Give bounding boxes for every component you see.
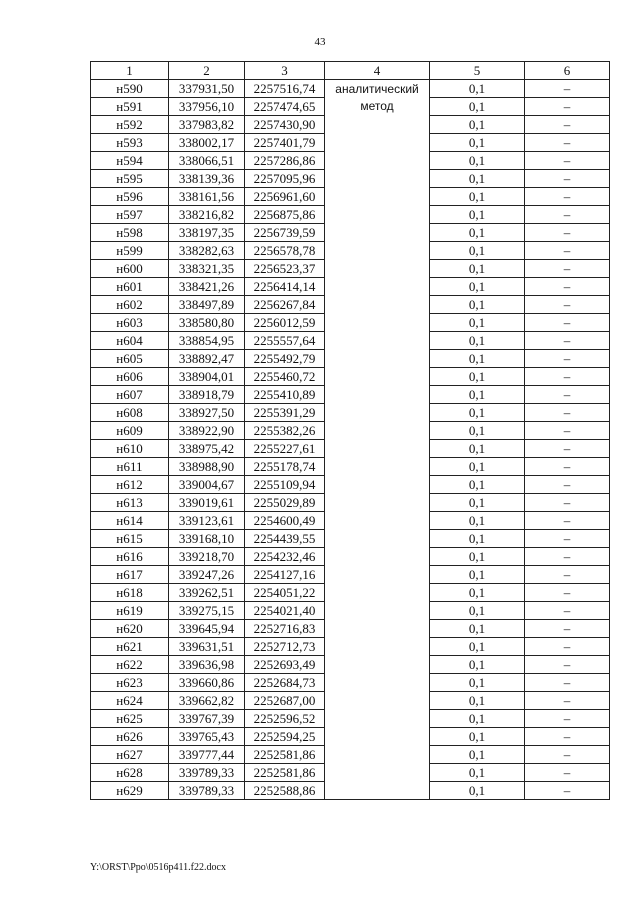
y-coordinate-cell: 2254600,49 [245,512,325,530]
description-cell: – [525,206,610,224]
y-coordinate-cell: 2256739,59 [245,224,325,242]
point-id-cell: н614 [91,512,169,530]
point-id-cell: н597 [91,206,169,224]
point-id-cell: н627 [91,746,169,764]
accuracy-cell: 0,1 [430,746,525,764]
description-cell: – [525,638,610,656]
description-cell: – [525,80,610,98]
accuracy-cell: 0,1 [430,260,525,278]
description-cell: – [525,314,610,332]
page-number: 43 [314,36,326,48]
point-id-cell: н604 [91,332,169,350]
point-id-cell: н611 [91,458,169,476]
x-coordinate-cell: 338904,01 [169,368,245,386]
point-id-cell: н613 [91,494,169,512]
y-coordinate-cell: 2255410,89 [245,386,325,404]
accuracy-cell: 0,1 [430,764,525,782]
point-id-cell: н618 [91,584,169,602]
method-cell [325,80,430,800]
point-id-cell: н610 [91,440,169,458]
description-cell: – [525,350,610,368]
point-id-cell: н624 [91,692,169,710]
description-cell: – [525,494,610,512]
point-id-cell: н596 [91,188,169,206]
x-coordinate-cell: 338139,36 [169,170,245,188]
description-cell: – [525,602,610,620]
accuracy-cell: 0,1 [430,404,525,422]
table-body [91,80,610,800]
description-cell: – [525,224,610,242]
accuracy-cell: 0,1 [430,314,525,332]
accuracy-cell: 0,1 [430,332,525,350]
y-coordinate-cell: 2255557,64 [245,332,325,350]
point-id-cell: н593 [91,134,169,152]
x-coordinate-cell: 339645,94 [169,620,245,638]
accuracy-cell: 0,1 [430,368,525,386]
method-line-2: метод [360,99,394,113]
accuracy-cell: 0,1 [430,728,525,746]
x-coordinate-cell: 337956,10 [169,98,245,116]
y-coordinate-cell: 2257516,74 [245,80,325,98]
header-cell-1: 1 [91,62,169,80]
y-coordinate-cell: 2256875,86 [245,206,325,224]
x-coordinate-cell: 338918,79 [169,386,245,404]
x-coordinate-cell: 339789,33 [169,782,245,800]
description-cell: – [525,332,610,350]
y-coordinate-cell: 2256012,59 [245,314,325,332]
x-coordinate-cell: 339019,61 [169,494,245,512]
description-cell: – [525,764,610,782]
x-coordinate-cell: 338161,56 [169,188,245,206]
x-coordinate-cell: 337983,82 [169,116,245,134]
description-cell: – [525,512,610,530]
y-coordinate-cell: 2254127,16 [245,566,325,584]
x-coordinate-cell: 339631,51 [169,638,245,656]
accuracy-cell: 0,1 [430,476,525,494]
y-coordinate-cell: 2252687,00 [245,692,325,710]
y-coordinate-cell: 2256523,37 [245,260,325,278]
x-coordinate-cell: 339275,15 [169,602,245,620]
y-coordinate-cell: 2252596,52 [245,710,325,728]
y-coordinate-cell: 2257095,96 [245,170,325,188]
x-coordinate-cell: 339789,33 [169,764,245,782]
point-id-cell: н601 [91,278,169,296]
x-coordinate-cell: 338892,47 [169,350,245,368]
y-coordinate-cell: 2255227,61 [245,440,325,458]
y-coordinate-cell: 2255178,74 [245,458,325,476]
point-id-cell: н621 [91,638,169,656]
point-id-cell: н623 [91,674,169,692]
method-line-1: аналитический [335,82,419,96]
description-cell: – [525,170,610,188]
accuracy-cell: 0,1 [430,170,525,188]
accuracy-cell: 0,1 [430,80,525,98]
y-coordinate-cell: 2256578,78 [245,242,325,260]
description-cell: – [525,152,610,170]
accuracy-cell: 0,1 [430,278,525,296]
x-coordinate-cell: 338580,80 [169,314,245,332]
accuracy-cell: 0,1 [430,134,525,152]
point-id-cell: н607 [91,386,169,404]
x-coordinate-cell: 338927,50 [169,404,245,422]
accuracy-cell: 0,1 [430,584,525,602]
x-coordinate-cell: 339247,26 [169,566,245,584]
x-coordinate-cell: 338066,51 [169,152,245,170]
point-id-cell: н595 [91,170,169,188]
point-id-cell: н591 [91,98,169,116]
y-coordinate-cell: 2252712,73 [245,638,325,656]
y-coordinate-cell: 2257474,65 [245,98,325,116]
description-cell: – [525,782,610,800]
point-id-cell: н625 [91,710,169,728]
footer-file-path: Y:\ORST\Ppo\0516p411.f22.docx [90,862,226,873]
x-coordinate-cell: 338002,17 [169,134,245,152]
point-id-cell: н590 [91,80,169,98]
accuracy-cell: 0,1 [430,674,525,692]
description-cell: – [525,260,610,278]
point-id-cell: н622 [91,656,169,674]
point-id-cell: н608 [91,404,169,422]
x-coordinate-cell: 338854,95 [169,332,245,350]
y-coordinate-cell: 2255382,26 [245,422,325,440]
x-coordinate-cell: 339767,39 [169,710,245,728]
header-cell-5: 5 [430,62,525,80]
point-id-cell: н603 [91,314,169,332]
description-cell: – [525,476,610,494]
x-coordinate-cell: 338497,89 [169,296,245,314]
accuracy-cell: 0,1 [430,188,525,206]
header-cell-2: 2 [169,62,245,80]
x-coordinate-cell: 339777,44 [169,746,245,764]
description-cell: – [525,188,610,206]
description-cell: – [525,656,610,674]
description-cell: – [525,386,610,404]
accuracy-cell: 0,1 [430,152,525,170]
point-id-cell: н606 [91,368,169,386]
point-id-cell: н620 [91,620,169,638]
y-coordinate-cell: 2257430,90 [245,116,325,134]
y-coordinate-cell: 2254021,40 [245,602,325,620]
x-coordinate-cell: 339765,43 [169,728,245,746]
point-id-cell: н615 [91,530,169,548]
accuracy-cell: 0,1 [430,440,525,458]
point-id-cell: н628 [91,764,169,782]
point-id-cell: н594 [91,152,169,170]
description-cell: – [525,548,610,566]
description-cell: – [525,296,610,314]
point-id-cell: н605 [91,350,169,368]
x-coordinate-cell: 338321,35 [169,260,245,278]
header-cell-4: 4 [325,62,430,80]
point-id-cell: н600 [91,260,169,278]
accuracy-cell: 0,1 [430,206,525,224]
description-cell: – [525,584,610,602]
x-coordinate-cell: 339662,82 [169,692,245,710]
point-id-cell: н609 [91,422,169,440]
y-coordinate-cell: 2254232,46 [245,548,325,566]
y-coordinate-cell: 2252693,49 [245,656,325,674]
y-coordinate-cell: 2252684,73 [245,674,325,692]
description-cell: – [525,728,610,746]
x-coordinate-cell: 339636,98 [169,656,245,674]
x-coordinate-cell: 339660,86 [169,674,245,692]
y-coordinate-cell: 2257401,79 [245,134,325,152]
accuracy-cell: 0,1 [430,566,525,584]
accuracy-cell: 0,1 [430,296,525,314]
accuracy-cell: 0,1 [430,638,525,656]
x-coordinate-cell: 339168,10 [169,530,245,548]
point-id-cell: н598 [91,224,169,242]
y-coordinate-cell: 2256961,60 [245,188,325,206]
description-cell: – [525,134,610,152]
description-cell: – [525,620,610,638]
description-cell: – [525,458,610,476]
accuracy-cell: 0,1 [430,98,525,116]
accuracy-cell: 0,1 [430,458,525,476]
y-coordinate-cell: 2254051,22 [245,584,325,602]
x-coordinate-cell: 339218,70 [169,548,245,566]
y-coordinate-cell: 2255492,79 [245,350,325,368]
y-coordinate-cell: 2252716,83 [245,620,325,638]
header-cell-6: 6 [525,62,610,80]
coordinates-table [90,61,610,800]
point-id-cell: н619 [91,602,169,620]
x-coordinate-cell: 338922,90 [169,422,245,440]
y-coordinate-cell: 2256267,84 [245,296,325,314]
y-coordinate-cell: 2255460,72 [245,368,325,386]
accuracy-cell: 0,1 [430,422,525,440]
x-coordinate-cell: 338988,90 [169,458,245,476]
point-id-cell: н592 [91,116,169,134]
description-cell: – [525,368,610,386]
accuracy-cell: 0,1 [430,116,525,134]
x-coordinate-cell: 338282,63 [169,242,245,260]
description-cell: – [525,242,610,260]
description-cell: – [525,674,610,692]
accuracy-cell: 0,1 [430,782,525,800]
description-cell: – [525,116,610,134]
y-coordinate-cell: 2257286,86 [245,152,325,170]
point-id-cell: н616 [91,548,169,566]
description-cell: – [525,404,610,422]
x-coordinate-cell: 337931,50 [169,80,245,98]
x-coordinate-cell: 339004,67 [169,476,245,494]
accuracy-cell: 0,1 [430,620,525,638]
accuracy-cell: 0,1 [430,548,525,566]
point-id-cell: н612 [91,476,169,494]
accuracy-cell: 0,1 [430,656,525,674]
description-cell: – [525,440,610,458]
point-id-cell: н629 [91,782,169,800]
x-coordinate-cell: 339262,51 [169,584,245,602]
y-coordinate-cell: 2255109,94 [245,476,325,494]
point-id-cell: н617 [91,566,169,584]
y-coordinate-cell: 2256414,14 [245,278,325,296]
y-coordinate-cell: 2252581,86 [245,764,325,782]
y-coordinate-cell: 2252588,86 [245,782,325,800]
point-id-cell: н626 [91,728,169,746]
accuracy-cell: 0,1 [430,242,525,260]
y-coordinate-cell: 2255029,89 [245,494,325,512]
x-coordinate-cell: 338197,35 [169,224,245,242]
accuracy-cell: 0,1 [430,494,525,512]
description-cell: – [525,98,610,116]
y-coordinate-cell: 2252581,86 [245,746,325,764]
y-coordinate-cell: 2255391,29 [245,404,325,422]
description-cell: – [525,530,610,548]
x-coordinate-cell: 339123,61 [169,512,245,530]
y-coordinate-cell: 2254439,55 [245,530,325,548]
x-coordinate-cell: 338216,82 [169,206,245,224]
accuracy-cell: 0,1 [430,512,525,530]
accuracy-cell: 0,1 [430,224,525,242]
description-cell: – [525,278,610,296]
description-cell: – [525,566,610,584]
accuracy-cell: 0,1 [430,386,525,404]
accuracy-cell: 0,1 [430,710,525,728]
header-row [91,62,610,80]
table-row [91,80,610,98]
description-cell: – [525,710,610,728]
accuracy-cell: 0,1 [430,602,525,620]
accuracy-cell: 0,1 [430,692,525,710]
description-cell: – [525,746,610,764]
point-id-cell: н602 [91,296,169,314]
description-cell: – [525,422,610,440]
point-id-cell: н599 [91,242,169,260]
x-coordinate-cell: 338975,42 [169,440,245,458]
accuracy-cell: 0,1 [430,350,525,368]
accuracy-cell: 0,1 [430,530,525,548]
x-coordinate-cell: 338421,26 [169,278,245,296]
description-cell: – [525,692,610,710]
y-coordinate-cell: 2252594,25 [245,728,325,746]
header-cell-3: 3 [245,62,325,80]
